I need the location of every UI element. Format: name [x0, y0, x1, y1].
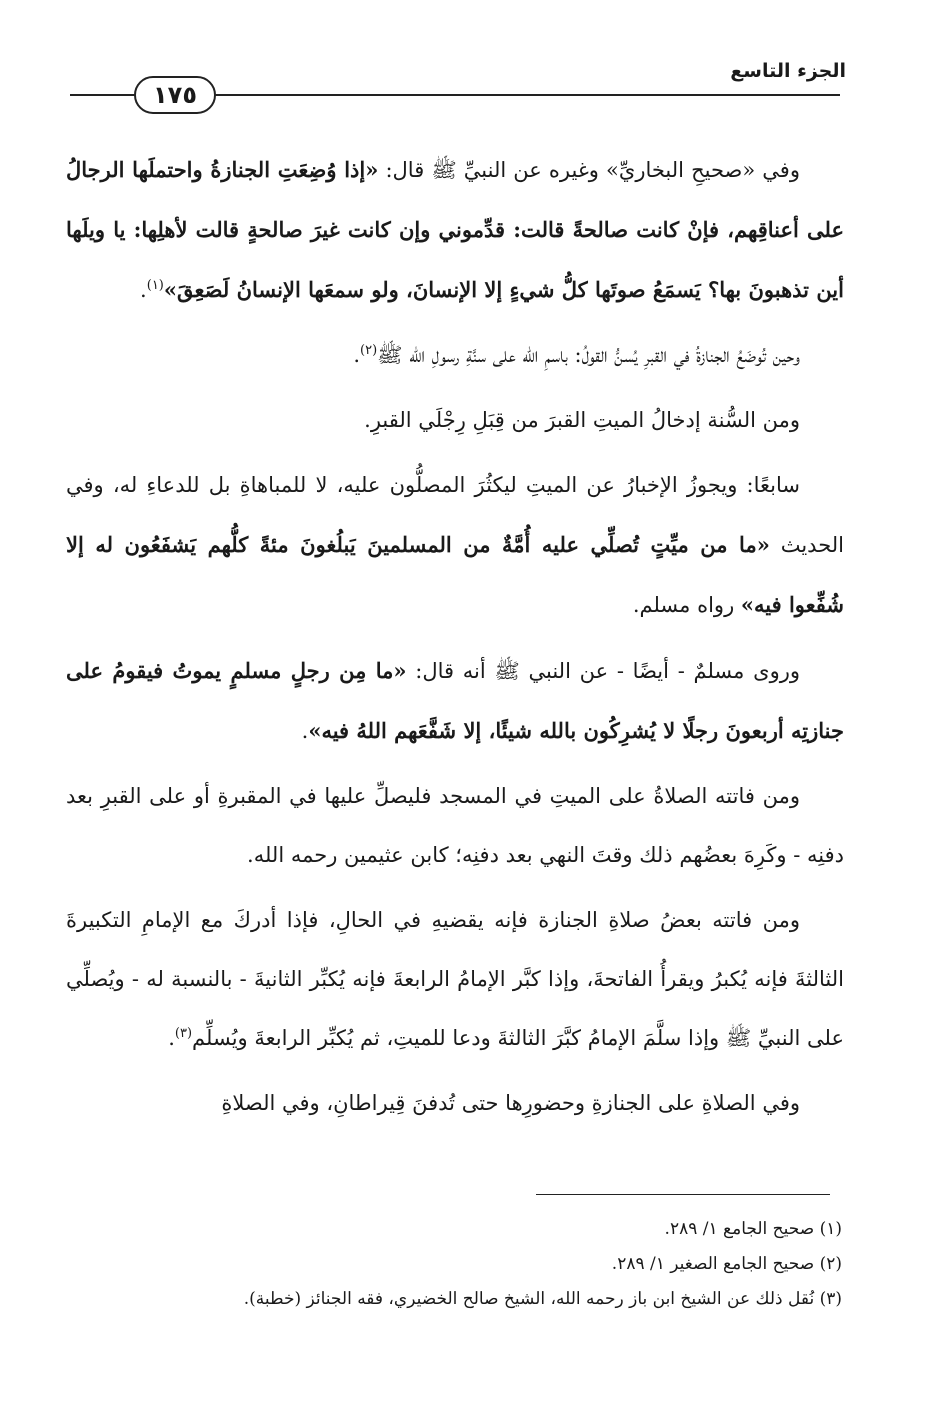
paragraph-text: وفي «صحيحِ البخاريِّ» وغيره عن النبيِّ ﷺ قال: — [378, 158, 800, 182]
paragraph — [66, 1074, 844, 1133]
paragraph-text: سابعًا: ويجوزُ الإخبارُ عن الميتِ ليكثُرَ المصلُّون عليه، لا للمباهاةِ بل للدعاءِ له، وفي الحديث — [66, 473, 844, 557]
hadith-quote: «ما مِن رجلٍ مسلمٍ يموتُ فيقومُ على جنازتِه أربعونَ رجلًا لا يُشرِكُون بالله شيئًا، إلا شَفَّعَهم اللهُ فيه» — [66, 658, 844, 743]
footnote-reference: (١) — [146, 278, 164, 293]
paragraph-text: ومن فاتته الصلاةُ على الميتِ في المسجد فليصلِّ عليها في المقبرةِ أو على القبرِ بعد دفنِه - وكَرِهَ بعضُهم ذلك وقتَ النهي بعد دفنِه؛ كابن عثيمين رحمه الله. — [66, 784, 844, 867]
paragraph-text: . — [140, 278, 147, 302]
footnote: (١) صحيح الجامع ١/ ٢٨٩. — [664, 1219, 842, 1239]
running-title: الجزء التاسع — [730, 60, 846, 82]
page-number: ١٧٥ — [134, 76, 216, 114]
paragraph-text: . — [301, 719, 309, 743]
paragraph-text: وروى مسلمٌ - أيضًا - عن النبي ﷺ أنه قال: — [406, 659, 800, 683]
footnote-separator — [536, 1194, 830, 1195]
hadith-quote: «إذا وُضِعَتِ الجنازةُ واحتملَها الرجالُ على أعناقِهم، فإنْ كانت صالحةً قالت: قدِّموني وإن كانت غيرَ صالحةٍ قالت لأهلِها: يا ويلَها أين تذهبونَ بها؟ يَسمَعُ صوتَها كلُّ شيءٍ إلا الإنسانَ، ولو سمعَها الإنسانُ لَصَعِقَ» — [66, 157, 844, 302]
footnotes — [100, 1212, 842, 1317]
footnote: (٣) نُقل ذلك عن الشيخ ابن باز رحمه الله، الشيخ صالح الخضيري، فقه الجنائز (خطبة). — [243, 1289, 842, 1309]
paragraph — [66, 326, 844, 385]
paragraph-text: وحين تُوضَعُ الجنازةُ في القبرِ يُسنُّ القولُ: باسمِ الله على سنَّةِ رسولِ الله ﷺ — [377, 343, 800, 367]
paragraph-text: . — [353, 343, 361, 367]
paragraph — [66, 140, 844, 320]
paragraph — [66, 767, 844, 885]
footnote-reference: (٣) — [174, 1026, 193, 1041]
paragraph-text: وفي الصلاةِ على الجنازةِ وحضورِها حتى تُدفنَ قِيراطانِ، وفي الصلاةِ — [221, 1091, 800, 1115]
paragraph — [66, 891, 844, 1068]
paragraph — [66, 641, 844, 761]
paragraph — [66, 456, 844, 635]
hadith-quote: «ما من ميِّتٍ تُصلِّي عليه أُمَّةٌ من المسلمينَ يَبلُغونَ مئةً كلُّهم يَشفَعُون له إلا شُفِّعوا فيه» — [66, 532, 844, 617]
paragraph-text: . — [168, 1026, 175, 1050]
paragraph-text: ومن فاتته بعضُ صلاةِ الجنازة فإنه يقضيهِ في الحالِ، فإذا أدركَ مع الإمامِ التكبيرةَ الثالثةَ فإنه يُكبرُ ويقرأُ الفاتحةَ، وإذا كبَّر الإمامُ الرابعةَ فإنه يُكبِّر الثانيةَ - بالنسبة له - ويُصلِّي على النبيِّ ﷺ وإذا سلَّمَ الإمامُ كبَّرَ الثالثةَ ودعا للميتِ، ثم يُكبِّر الرابعةَ ويُسلِّم — [66, 908, 844, 1050]
body-text — [66, 140, 844, 1139]
paragraph-text: ومن السُّنة إدخالُ الميتِ القبرَ من قِبَلِ رِجْلَي القبرِ. — [364, 408, 800, 432]
footnote: (٢) صحيح الجامع الصغير ١/ ٢٨٩. — [611, 1254, 842, 1274]
paragraph — [66, 391, 844, 450]
paragraph-text: رواه مسلم. — [632, 593, 741, 617]
footnote-reference: (٢) — [360, 343, 378, 358]
